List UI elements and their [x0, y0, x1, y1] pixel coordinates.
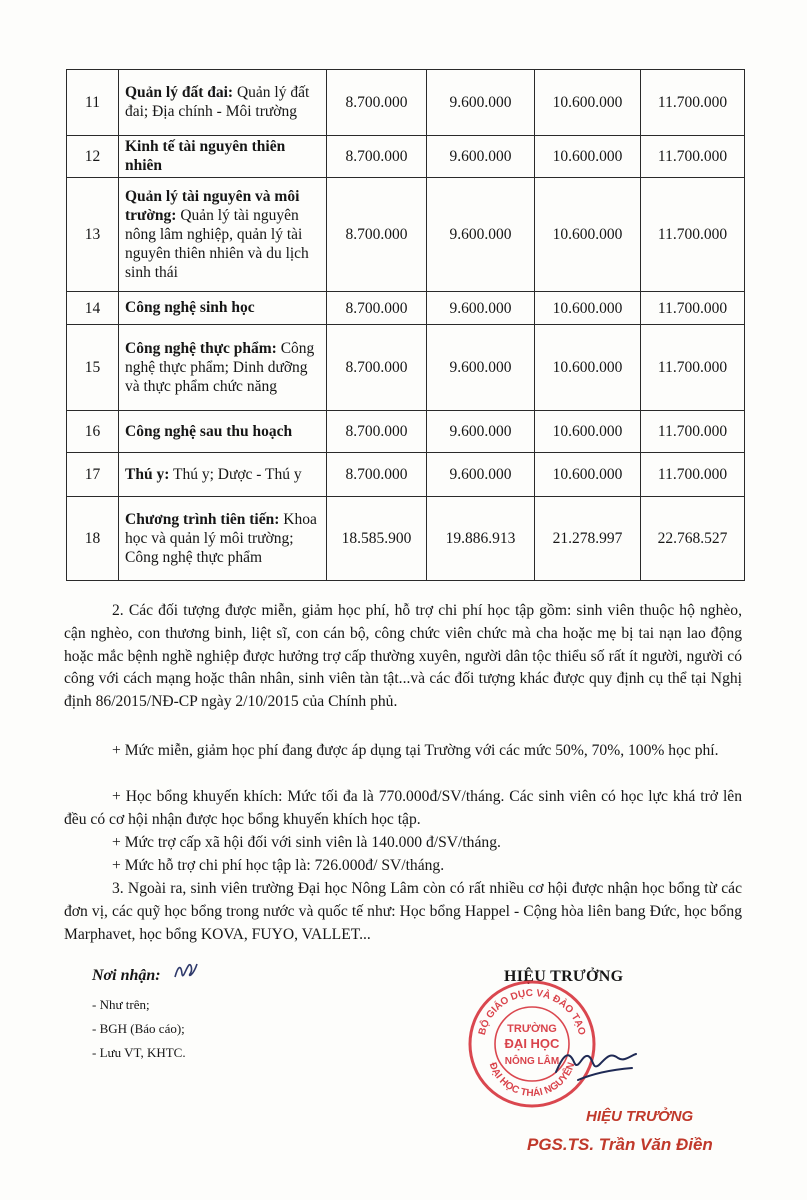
row-number-cell: 14: [67, 292, 119, 325]
tuition-fee-table: [66, 69, 745, 581]
major-title: Quản lý tài nguyên và môi trường:: [125, 187, 300, 224]
major-subjects: Thú y; Dược - Thú y: [169, 465, 302, 483]
fee-year-3-cell: 10.600.000: [535, 70, 641, 136]
fee-year-1-cell: 8.700.000: [327, 325, 427, 411]
fee-year-4-cell: 11.700.000: [641, 178, 745, 292]
major-title: Quản lý đất đai:: [125, 84, 234, 101]
major-subjects: Khoa học và quản lý môi trường; Công nghệ thực phẩm: [125, 510, 317, 566]
fee-year-1-cell: 18.585.900: [327, 497, 427, 581]
recipients-list: [92, 993, 186, 1065]
row-number-cell: 11: [67, 70, 119, 136]
major-subjects: Quản lý tài nguyên nông lâm nghiệp, quản lý tài nguyên thiên nhiên và du lịch sinh thái: [125, 206, 309, 281]
fee-year-1-cell: 8.700.000: [327, 136, 427, 178]
row-number-cell: 12: [67, 136, 119, 178]
svg-text:ĐẠI HỌC: ĐẠI HỌC: [504, 1036, 560, 1051]
fee-year-3-cell: 10.600.000: [535, 292, 641, 325]
fee-year-3-cell: 10.600.000: [535, 178, 641, 292]
paragraph-exemptions: 2. Các đối tượng được miễn, giảm học phí, hỗ trợ chi phí học tập gồm: sinh viên thuộc hộ nghèo, cận nghèo, con thương binh, liệt sĩ, con cán bộ, công chức viên chức mà cha hoặc mẹ bị tai nạn lao động hoặc mắc bệnh nghề nghiệp được hưởng trợ cấp thường xuyên, người dân tộc thiểu số rất ít người, người có công với cách mạng hoặc thân nhân, sinh viên tàn tật...và các đối tượng khác được quy định cụ thể tại Nghị định 86/2015/NĐ-CP ngày 2/10/2015 của Chính phủ.: [64, 602, 742, 711]
major-title: Chương trình tiên tiến:: [125, 510, 280, 528]
svg-text:TRƯỜNG: TRƯỜNG: [507, 1023, 557, 1035]
fee-year-4-cell: 11.700.000: [641, 325, 745, 411]
fee-year-3-cell: 21.278.997: [535, 497, 641, 581]
major-name-cell: [119, 292, 327, 325]
svg-text:BỘ GIÁO DỤC VÀ ĐÀO TẠO: BỘ GIÁO DỤC VÀ ĐÀO TẠO: [476, 987, 588, 1037]
svg-text:NÔNG LÂM: NÔNG LÂM: [504, 1056, 560, 1067]
fee-year-4-cell: 22.768.527: [641, 497, 745, 581]
recipient-item: - BGH (Báo cáo);: [92, 1021, 185, 1036]
fee-year-4-cell: 11.700.000: [641, 453, 745, 497]
fee-year-2-cell: 9.600.000: [427, 453, 535, 497]
major-title: Kinh tế tài nguyên thiên nhiên: [125, 138, 286, 174]
handwritten-initial-mark: [172, 960, 200, 982]
major-name-cell: [119, 411, 327, 453]
row-number-cell: 13: [67, 178, 119, 292]
major-name-cell: [119, 178, 327, 292]
fee-year-2-cell: 9.600.000: [427, 136, 535, 178]
fee-table-row: [67, 292, 745, 325]
row-number-cell: 17: [67, 453, 119, 497]
fee-year-4-cell: 11.700.000: [641, 136, 745, 178]
fee-table-row: [67, 411, 745, 453]
major-name-cell: [119, 453, 327, 497]
bullet-scholarship: + Học bổng khuyến khích: Mức tối đa là 770.000đ/SV/tháng. Các sinh viên có học lực khá trở lên đều có cơ hội nhận được học bổng khuyến khích học tập.: [64, 788, 742, 828]
fee-table-row: [67, 325, 745, 411]
signature-subtitle: HIỆU TRƯỞNG: [586, 1108, 694, 1125]
fee-year-2-cell: 9.600.000: [427, 411, 535, 453]
fee-year-2-cell: 19.886.913: [427, 497, 535, 581]
row-number-cell: 18: [67, 497, 119, 581]
fee-year-3-cell: 10.600.000: [535, 453, 641, 497]
major-name-cell: [119, 325, 327, 411]
svg-text:ĐẠI HỌC THÁI NGUYÊN: ĐẠI HỌC THÁI NGUYÊN: [486, 1061, 578, 1100]
fee-table-row: [67, 453, 745, 497]
handwritten-signature: [548, 1028, 644, 1090]
fee-year-2-cell: 9.600.000: [427, 70, 535, 136]
fee-year-1-cell: 8.700.000: [327, 70, 427, 136]
major-title: Công nghệ thực phẩm:: [125, 339, 277, 357]
fee-year-1-cell: 8.700.000: [327, 411, 427, 453]
fee-year-2-cell: 9.600.000: [427, 178, 535, 292]
major-title: Thú y:: [125, 465, 170, 483]
fee-year-3-cell: 10.600.000: [535, 325, 641, 411]
major-name-cell: [119, 136, 327, 178]
major-title: Công nghệ sau thu hoạch: [125, 422, 293, 440]
fee-year-1-cell: 8.700.000: [327, 292, 427, 325]
signatory-name: PGS.TS. Trần Văn Điền: [527, 1135, 713, 1154]
major-subjects: Công nghệ thực phẩm; Dinh dưỡng và thực phẩm chức năng: [125, 339, 315, 395]
fee-year-3-cell: 10.600.000: [535, 136, 641, 178]
fee-year-2-cell: 9.600.000: [427, 325, 535, 411]
recipient-item: - Như trên;: [92, 997, 150, 1012]
fee-table-row: [67, 136, 745, 178]
recipient-item: - Lưu VT, KHTC.: [92, 1045, 186, 1060]
major-name-cell: [119, 70, 327, 136]
major-title: Công nghệ sinh học: [125, 299, 255, 316]
paragraph-other-scholarships: 3. Ngoài ra, sinh viên trường Đại học Nông Lâm còn có rất nhiều cơ hội được nhận học bổng từ các đơn vị, các quỹ học bổng trong nước và quốc tế như: Học bổng Happel - Cộng hòa liên bang Đức, học bổng Marphavet, học bổng KOVA, FUYO, VALLET...: [64, 880, 742, 943]
fee-year-4-cell: 11.700.000: [641, 411, 745, 453]
bullet-tuition-reduction: + Mức miễn, giảm học phí đang được áp dụng tại Trường với các mức 50%, 70%, 100% học phí.: [112, 742, 719, 759]
fee-table-row: [67, 497, 745, 581]
recipients-title: Nơi nhận:: [92, 967, 161, 984]
bullet-social-allowance: + Mức trợ cấp xã hội đối với sinh viên là 140.000 đ/SV/tháng.: [112, 834, 501, 851]
fee-year-3-cell: 10.600.000: [535, 411, 641, 453]
major-name-cell: [119, 497, 327, 581]
fee-year-1-cell: 8.700.000: [327, 453, 427, 497]
fee-table-row: [67, 70, 745, 136]
row-number-cell: 16: [67, 411, 119, 453]
fee-year-4-cell: 11.700.000: [641, 70, 745, 136]
row-number-cell: 15: [67, 325, 119, 411]
fee-year-1-cell: 8.700.000: [327, 178, 427, 292]
fee-table-row: [67, 178, 745, 292]
fee-year-2-cell: 9.600.000: [427, 292, 535, 325]
fee-year-4-cell: 11.700.000: [641, 292, 745, 325]
major-subjects: Quản lý đất đai; Địa chính - Môi trường: [125, 84, 310, 120]
signature-title: HIỆU TRƯỞNG: [504, 968, 624, 985]
bullet-study-support: + Mức hỗ trợ chi phí học tập là: 726.000đ/ SV/tháng.: [112, 857, 445, 874]
